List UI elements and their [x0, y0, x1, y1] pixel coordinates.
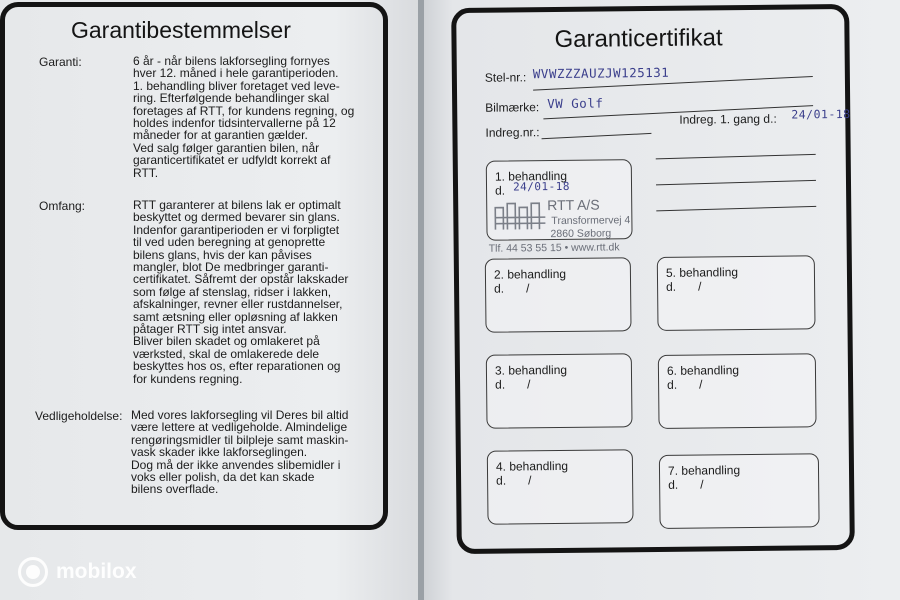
stel-nr-value: WVWZZZAUZJW125131	[532, 64, 670, 82]
text-line: RTT garanterer at bilens lak er optimalt	[133, 198, 341, 212]
text-line: bilens overflade.	[131, 482, 219, 497]
right-page	[424, 0, 900, 600]
indreg-first-label: Indreg. 1. gang d.:	[679, 111, 777, 127]
right-frame	[451, 4, 855, 554]
text-line: ring. Efterfølgende behandlinger skal	[133, 91, 330, 106]
text-line: hver 12. måned i hele garantiperioden.	[133, 66, 339, 81]
text-line: til ved uden beregning at genoprette	[133, 235, 326, 250]
stamp-contact: Tlf. 44 53 55 15 • www.rtt.dk	[488, 241, 620, 255]
text-line: rengøringsmidler til bilpleje samt maskin-	[131, 432, 349, 447]
treatment-label: 7. behandling	[667, 463, 741, 478]
section-label-vedligeholdelse: Vedligeholdelse:	[35, 409, 123, 423]
treatment-label: 4. behandling	[495, 458, 569, 474]
treatment-date-slash: /	[526, 281, 530, 296]
treatment-label: 2. behandling	[493, 266, 567, 282]
blank-line	[656, 154, 816, 159]
section-text-omfang	[133, 199, 369, 385]
treatment-label: 6. behandling	[666, 363, 740, 378]
stamp-street: Transformervej 4	[551, 214, 631, 228]
treatment-date-label: d.	[494, 281, 505, 296]
watermark	[18, 556, 137, 588]
text-line: Med vores lakforsegling vil Deres bil altid	[131, 408, 349, 422]
text-line: voks eller polish, da det kan skade	[131, 470, 315, 485]
indreg-nr-line	[542, 133, 652, 139]
text-line: Dog må der ikke anvendes slibemidler i	[131, 457, 341, 472]
treatment-box-6	[658, 353, 817, 429]
treatment-date-label: d.	[668, 477, 679, 492]
text-line: måneder for at garantien gælder.	[133, 128, 308, 143]
left-frame	[0, 2, 388, 530]
treatment-date-label: d.	[496, 473, 507, 488]
treatment-box-7	[659, 453, 820, 529]
treatment-date-slash: /	[699, 377, 703, 392]
bilmaerke-value: VW Golf	[547, 95, 604, 112]
treatment-label: 1. behandling	[494, 168, 568, 184]
stamp-company: RTT A/S	[547, 196, 600, 214]
treatment-date-slash: /	[698, 279, 702, 294]
treatment-date-slash: /	[527, 377, 531, 392]
text-line: samt ætsning eller opløsning af lakken	[133, 309, 338, 324]
text-line: holdes indenfor tidsintervallerne på 12	[133, 116, 336, 131]
text-line: foretages af RTT, for kundens regning, og	[133, 103, 355, 118]
treatment-box-4	[487, 449, 634, 525]
text-line: Indenfor garantiperioden er vi forpligtet	[133, 222, 340, 237]
treatment-date-label: d.	[667, 377, 678, 392]
treatment-label: 5. behandling	[665, 265, 739, 280]
indreg-nr-label: Indreg.nr.:	[485, 125, 540, 140]
text-line: bilens glans, hvis der kan påvises	[133, 247, 312, 262]
right-title: Garanticertifikat	[554, 24, 723, 54]
text-line: garanticertifikatet er udfyldt korrekt af	[133, 153, 331, 168]
stel-nr-label: Stel-nr.:	[484, 70, 527, 85]
blank-line	[656, 206, 816, 211]
text-line: som følge af stenslag, ridser i lakken,	[133, 284, 332, 299]
section-label-omfang: Omfang:	[39, 199, 86, 213]
text-line: beskyttes hos os, efter reparationen og	[133, 359, 341, 374]
text-line: RTT.	[133, 165, 159, 180]
text-line: værksted, skal de omlakerede dele	[133, 346, 320, 361]
text-line: 1. behandling bliver foretaget ved leve-	[133, 78, 340, 93]
bilmaerke-label: Bilmærke:	[485, 100, 540, 115]
section-label-garanti: Garanti:	[39, 55, 82, 69]
treatment-date-value: 24/01-18	[512, 179, 571, 194]
text-line: mangler, blot De medbringer garanti-	[133, 260, 329, 275]
treatment-box-5	[657, 255, 816, 331]
text-line: afskalninger, revner eller rustdannelser,	[133, 297, 343, 312]
text-line: 6 år - når bilens lakforsegling fornyes	[133, 54, 330, 68]
left-title: Garantibestemmelser	[71, 17, 291, 43]
treatment-date-slash: /	[528, 473, 532, 488]
treatment-box-2	[485, 257, 632, 333]
treatment-date-label: d.	[666, 279, 677, 294]
text-line: påtager RTT sig intet ansvar.	[133, 322, 287, 337]
treatment-box-3	[486, 353, 633, 429]
text-line: for kundens regning.	[133, 371, 243, 386]
indreg-first-value: 24/01-18	[791, 106, 851, 122]
blank-line	[656, 180, 816, 185]
treatment-date-label: d.	[494, 183, 506, 198]
text-line: Ved salg følger garantien bilen, når	[133, 140, 320, 155]
left-page	[0, 0, 418, 600]
text-line: certifikatet. Såfremt der opstår lakskader	[133, 272, 349, 287]
stamp-city: 2860 Søborg	[550, 227, 612, 241]
treatment-label: 3. behandling	[494, 362, 568, 378]
text-line: beskyttet og dermed bevarer sin glans.	[133, 210, 340, 225]
section-text-vedligeholdelse	[131, 409, 367, 496]
rtt-logo-icon	[491, 197, 549, 232]
treatment-date-label: d.	[495, 377, 506, 392]
watermark-text: mobilox	[56, 560, 137, 583]
text-line: vask skader ikke lakforseglingen.	[131, 445, 308, 460]
mobilox-logo-icon	[18, 557, 48, 587]
text-line: være lettere at vedligeholde. Almindelige	[131, 420, 348, 435]
section-text-garanti	[133, 55, 369, 179]
text-line: Bliver bilen skadet og omlakeret på	[133, 334, 320, 349]
treatment-date-slash: /	[700, 477, 704, 492]
